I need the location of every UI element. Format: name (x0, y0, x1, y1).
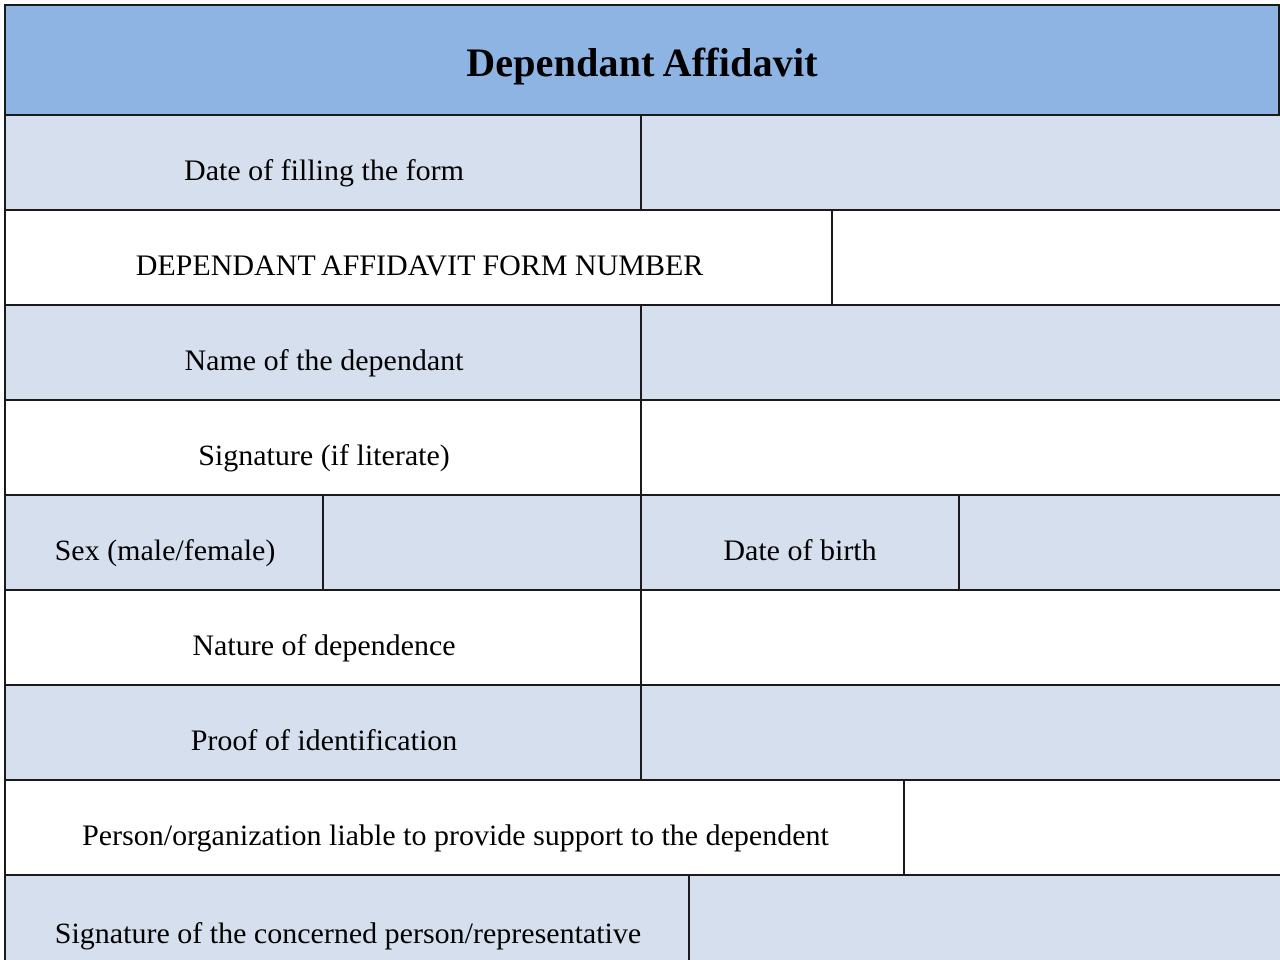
row-date-of-filling (4, 116, 1280, 211)
sex-field[interactable] (324, 496, 640, 589)
date-of-birth-label-cell (642, 496, 958, 589)
date-of-birth-label: Date of birth (723, 533, 877, 567)
signature-field[interactable] (642, 401, 1280, 494)
nature-of-dependence-field[interactable] (642, 591, 1280, 684)
sex-label: Sex (male/female) (54, 533, 276, 567)
proof-of-identification-label-cell (6, 686, 642, 779)
liable-person-label-cell (6, 781, 905, 874)
concerned-signature-label: Signature of the concerned person/representative (54, 917, 642, 950)
form-number-label-cell (6, 211, 833, 304)
date-of-filling-field[interactable] (642, 116, 1280, 209)
form-number-field[interactable] (833, 211, 1280, 304)
form-title: Dependant Affidavit (466, 39, 818, 85)
date-of-filling-label-cell (6, 116, 642, 209)
form-number-label: DEPENDANT AFFIDAVIT FORM NUMBER (135, 248, 704, 282)
date-of-birth-field[interactable] (960, 496, 1280, 589)
nature-of-dependence-label: Nature of dependence (192, 628, 456, 662)
row-form-number (4, 211, 1280, 306)
nature-of-dependence-label-cell (6, 591, 642, 684)
row-sex-dob (4, 496, 1280, 591)
concerned-signature-field[interactable] (690, 876, 1280, 960)
signature-label: Signature (if literate) (198, 438, 450, 472)
concerned-signature-label-cell (6, 876, 690, 960)
row-nature-of-dependence (4, 591, 1280, 686)
signature-label-cell (6, 401, 642, 494)
form-title-bar (4, 4, 1280, 116)
proof-of-identification-field[interactable] (642, 686, 1280, 779)
row-signature (4, 401, 1280, 496)
dependant-name-field[interactable] (642, 306, 1280, 399)
liable-person-label: Person/organization liable to provide support to the dependent (82, 818, 829, 852)
dependant-affidavit-form (4, 4, 1280, 960)
sex-label-cell (6, 496, 324, 589)
row-concerned-signature (4, 876, 1280, 960)
dependant-name-label: Name of the dependant (184, 343, 464, 377)
row-dependant-name (4, 306, 1280, 401)
row-proof-of-identification (4, 686, 1280, 781)
dependant-name-label-cell (6, 306, 642, 399)
liable-person-field[interactable] (905, 781, 1280, 874)
row-liable-person (4, 781, 1280, 876)
date-of-filling-label: Date of filling the form (184, 153, 464, 187)
proof-of-identification-label: Proof of identification (190, 723, 458, 757)
